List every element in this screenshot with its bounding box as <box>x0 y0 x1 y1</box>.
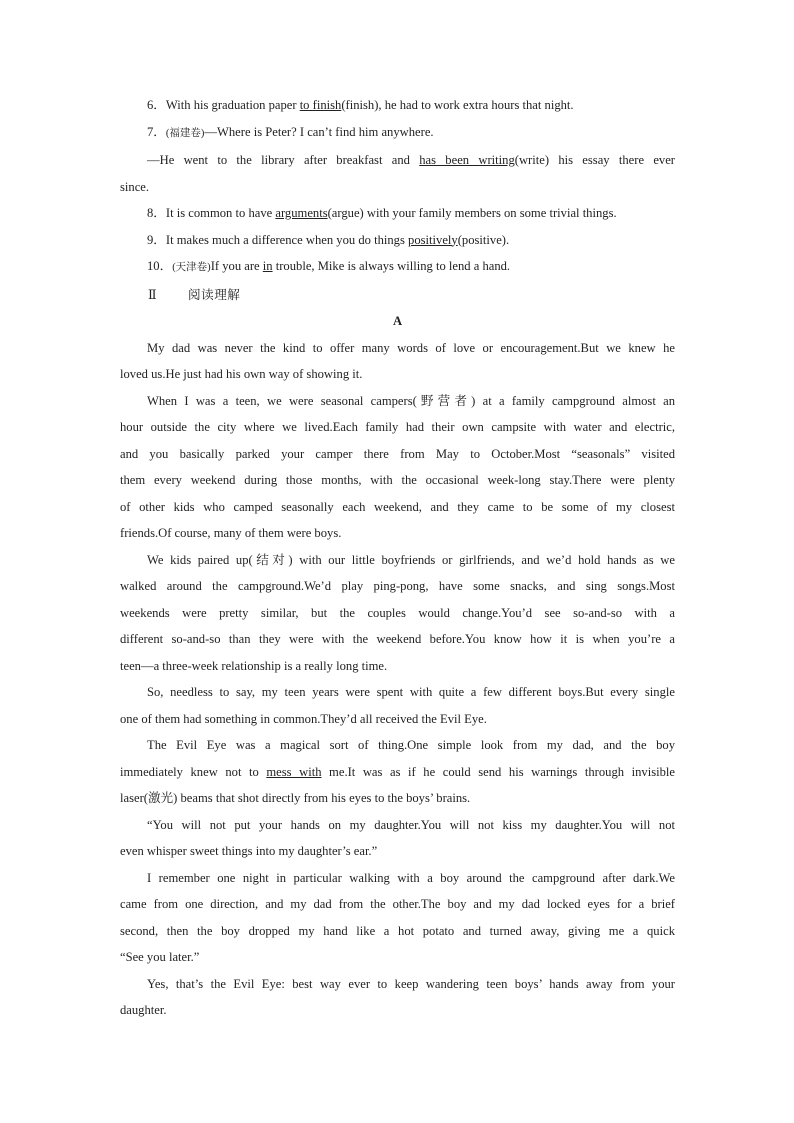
paragraph-text: immediately knew not to <box>120 764 267 779</box>
paragraph-text: weekends were pretty similar, but the couples would change.You’d see so-and-so with a <box>120 605 675 620</box>
paragraph-6-line-2 <box>120 838 675 865</box>
paragraph-5-line-2 <box>120 759 675 786</box>
paragraph-text: one of them had something in common.They’d all received the Evil Eye. <box>120 711 487 726</box>
exercise-text: 9．It makes much a difference when you do things <box>147 232 409 247</box>
paragraph-text: different so-and-so than they were with the weekend before.You know how it is when you’re a <box>120 632 675 646</box>
paragraph-1-line-1 <box>120 335 675 362</box>
exercise-text: 6．With his graduation paper <box>147 98 300 112</box>
passage-title: A <box>392 314 403 328</box>
paragraph-text: My dad was never the kind to offer many words of love or encouragement.But we knew he <box>147 340 675 355</box>
paragraph-4-line-1 <box>120 679 675 706</box>
exercise-6 <box>120 92 675 119</box>
paragraph-text: Yes, that’s the Evil Eye: best way ever to keep wandering teen boys’ hands away from your <box>147 976 675 991</box>
paragraph-text: came from one direction, and my dad from the other.The boy and my dad locked eyes for a brief <box>120 897 675 911</box>
exercise-7-answer <box>120 147 675 174</box>
paragraph-2-line-3 <box>120 441 675 468</box>
paragraph-text: friends.Of course, many of them were boys. <box>120 526 342 540</box>
exercise-text: —Where is Peter? I can’t find him anywhere. <box>204 124 434 139</box>
paragraph-3-line-4 <box>120 626 675 653</box>
section-title: 阅读理解 <box>188 287 241 302</box>
paragraph-text: So, needless to say, my teen years were spent with quite a few different boys.But every single <box>147 685 675 699</box>
exercise-text: 8．It is common to have <box>147 206 276 220</box>
paragraph-text: of other kids who camped seasonally each weekend, and they came to be some of my closest <box>120 499 675 514</box>
exercise-7 <box>120 119 675 148</box>
paragraph-3-line-1 <box>120 547 675 574</box>
paragraph-3-line-2 <box>120 573 675 600</box>
paragraph-8-line-2 <box>120 997 675 1024</box>
exercise-text: (positive). <box>457 232 510 247</box>
paragraph-7-line-1 <box>120 865 675 892</box>
exercise-text: —He went to the library after breakfast and <box>147 153 420 167</box>
answer-blank: to finish <box>299 98 342 112</box>
exercise-text: (argue) with your family members on some trivial things. <box>327 206 617 220</box>
exercise-10 <box>120 253 675 282</box>
paragraph-3-line-5 <box>120 653 675 680</box>
source-tag: (福建卷) <box>165 127 205 139</box>
paragraph-1-line-2 <box>120 361 675 388</box>
paragraph-7-line-3 <box>120 918 675 945</box>
paragraph-5-line-1 <box>120 732 675 759</box>
paragraph-2-line-1 <box>120 388 675 415</box>
exercise-text: since. <box>120 179 150 194</box>
paragraph-2-line-5 <box>120 494 675 521</box>
paragraph-text: “You will not put your hands on my daughter.You will not kiss my daughter.You will not <box>147 817 675 832</box>
paragraph-text: I remember one night in particular walking with a boy around the campground after dark.We <box>147 870 675 885</box>
section-heading <box>120 282 675 309</box>
paragraph-5-line-3 <box>120 785 675 812</box>
exercise-text: trouble, Mike is always willing to lend a hand. <box>272 259 511 273</box>
paragraph-text: second, then the boy dropped my hand like a hot potato and turned away, giving me a quick <box>120 923 675 938</box>
exercise-text: 10． <box>147 259 173 273</box>
paragraph-text: We kids paired up(结对) with our little boyfriends or girlfriends, and we’d hold hands as we <box>147 552 675 567</box>
exercise-9 <box>120 227 675 254</box>
paragraph-text: me.It was as if he could send his warnings through invisible <box>321 764 675 779</box>
paragraph-text: The Evil Eye was a magical sort of thing.One simple look from my dad, and the boy <box>147 738 675 752</box>
source-tag: (天津卷) <box>172 262 211 273</box>
answer-blank: has been writing <box>419 153 515 167</box>
paragraph-text: loved us.He just had his own way of showing it. <box>120 367 363 381</box>
paragraph-text: them every weekend during those months, with the occasional week-long stay.There were plenty <box>120 473 675 487</box>
answer-blank: mess with <box>266 764 322 779</box>
exercise-text: (write) his essay there ever <box>514 153 675 167</box>
paragraph-6-line-1 <box>120 812 675 839</box>
answer-blank: positively <box>408 232 458 247</box>
answer-blank: in <box>262 259 273 273</box>
paragraph-text: hour outside the city where we lived.Each family had their own campsite with water and electric, <box>120 420 675 434</box>
exercise-text: (finish), he had to work extra hours that night. <box>341 98 574 112</box>
document-page <box>120 92 675 1024</box>
paragraph-text: daughter. <box>120 1003 167 1017</box>
exercise-8 <box>120 200 675 227</box>
paragraph-text: walked around the campground.We’d play ping-pong, have some snacks, and sing songs.Most <box>120 579 675 593</box>
exercise-text: 7． <box>147 124 166 139</box>
paragraph-7-line-4 <box>120 944 675 971</box>
paragraph-text: “See you later.” <box>120 950 200 964</box>
paragraph-2-line-2 <box>120 414 675 441</box>
exercise-text: If you are <box>210 259 263 273</box>
paragraph-2-line-4 <box>120 467 675 494</box>
exercise-7-answer-cont <box>120 174 675 201</box>
paragraph-8-line-1 <box>120 971 675 998</box>
paragraph-2-line-6 <box>120 520 675 547</box>
paragraph-text: even whisper sweet things into my daughter’s ear.” <box>120 844 378 858</box>
paragraph-3-line-3 <box>120 600 675 627</box>
paragraph-text: and you basically parked your camper there from May to October.Most “seasonals” visited <box>120 446 675 461</box>
paragraph-7-line-2 <box>120 891 675 918</box>
paragraph-text: laser(激光) beams that shot directly from his eyes to the boys’ brains. <box>120 791 471 805</box>
paragraph-text: When I was a teen, we were seasonal campers(野营者) at a family campground almost an <box>147 393 675 408</box>
paragraph-4-line-2 <box>120 706 675 733</box>
section-number: Ⅱ <box>148 287 158 302</box>
paragraph-text: teen—a three-week relationship is a really long time. <box>120 658 388 673</box>
passage-body <box>120 335 675 1024</box>
answer-blank: arguments <box>275 206 328 220</box>
